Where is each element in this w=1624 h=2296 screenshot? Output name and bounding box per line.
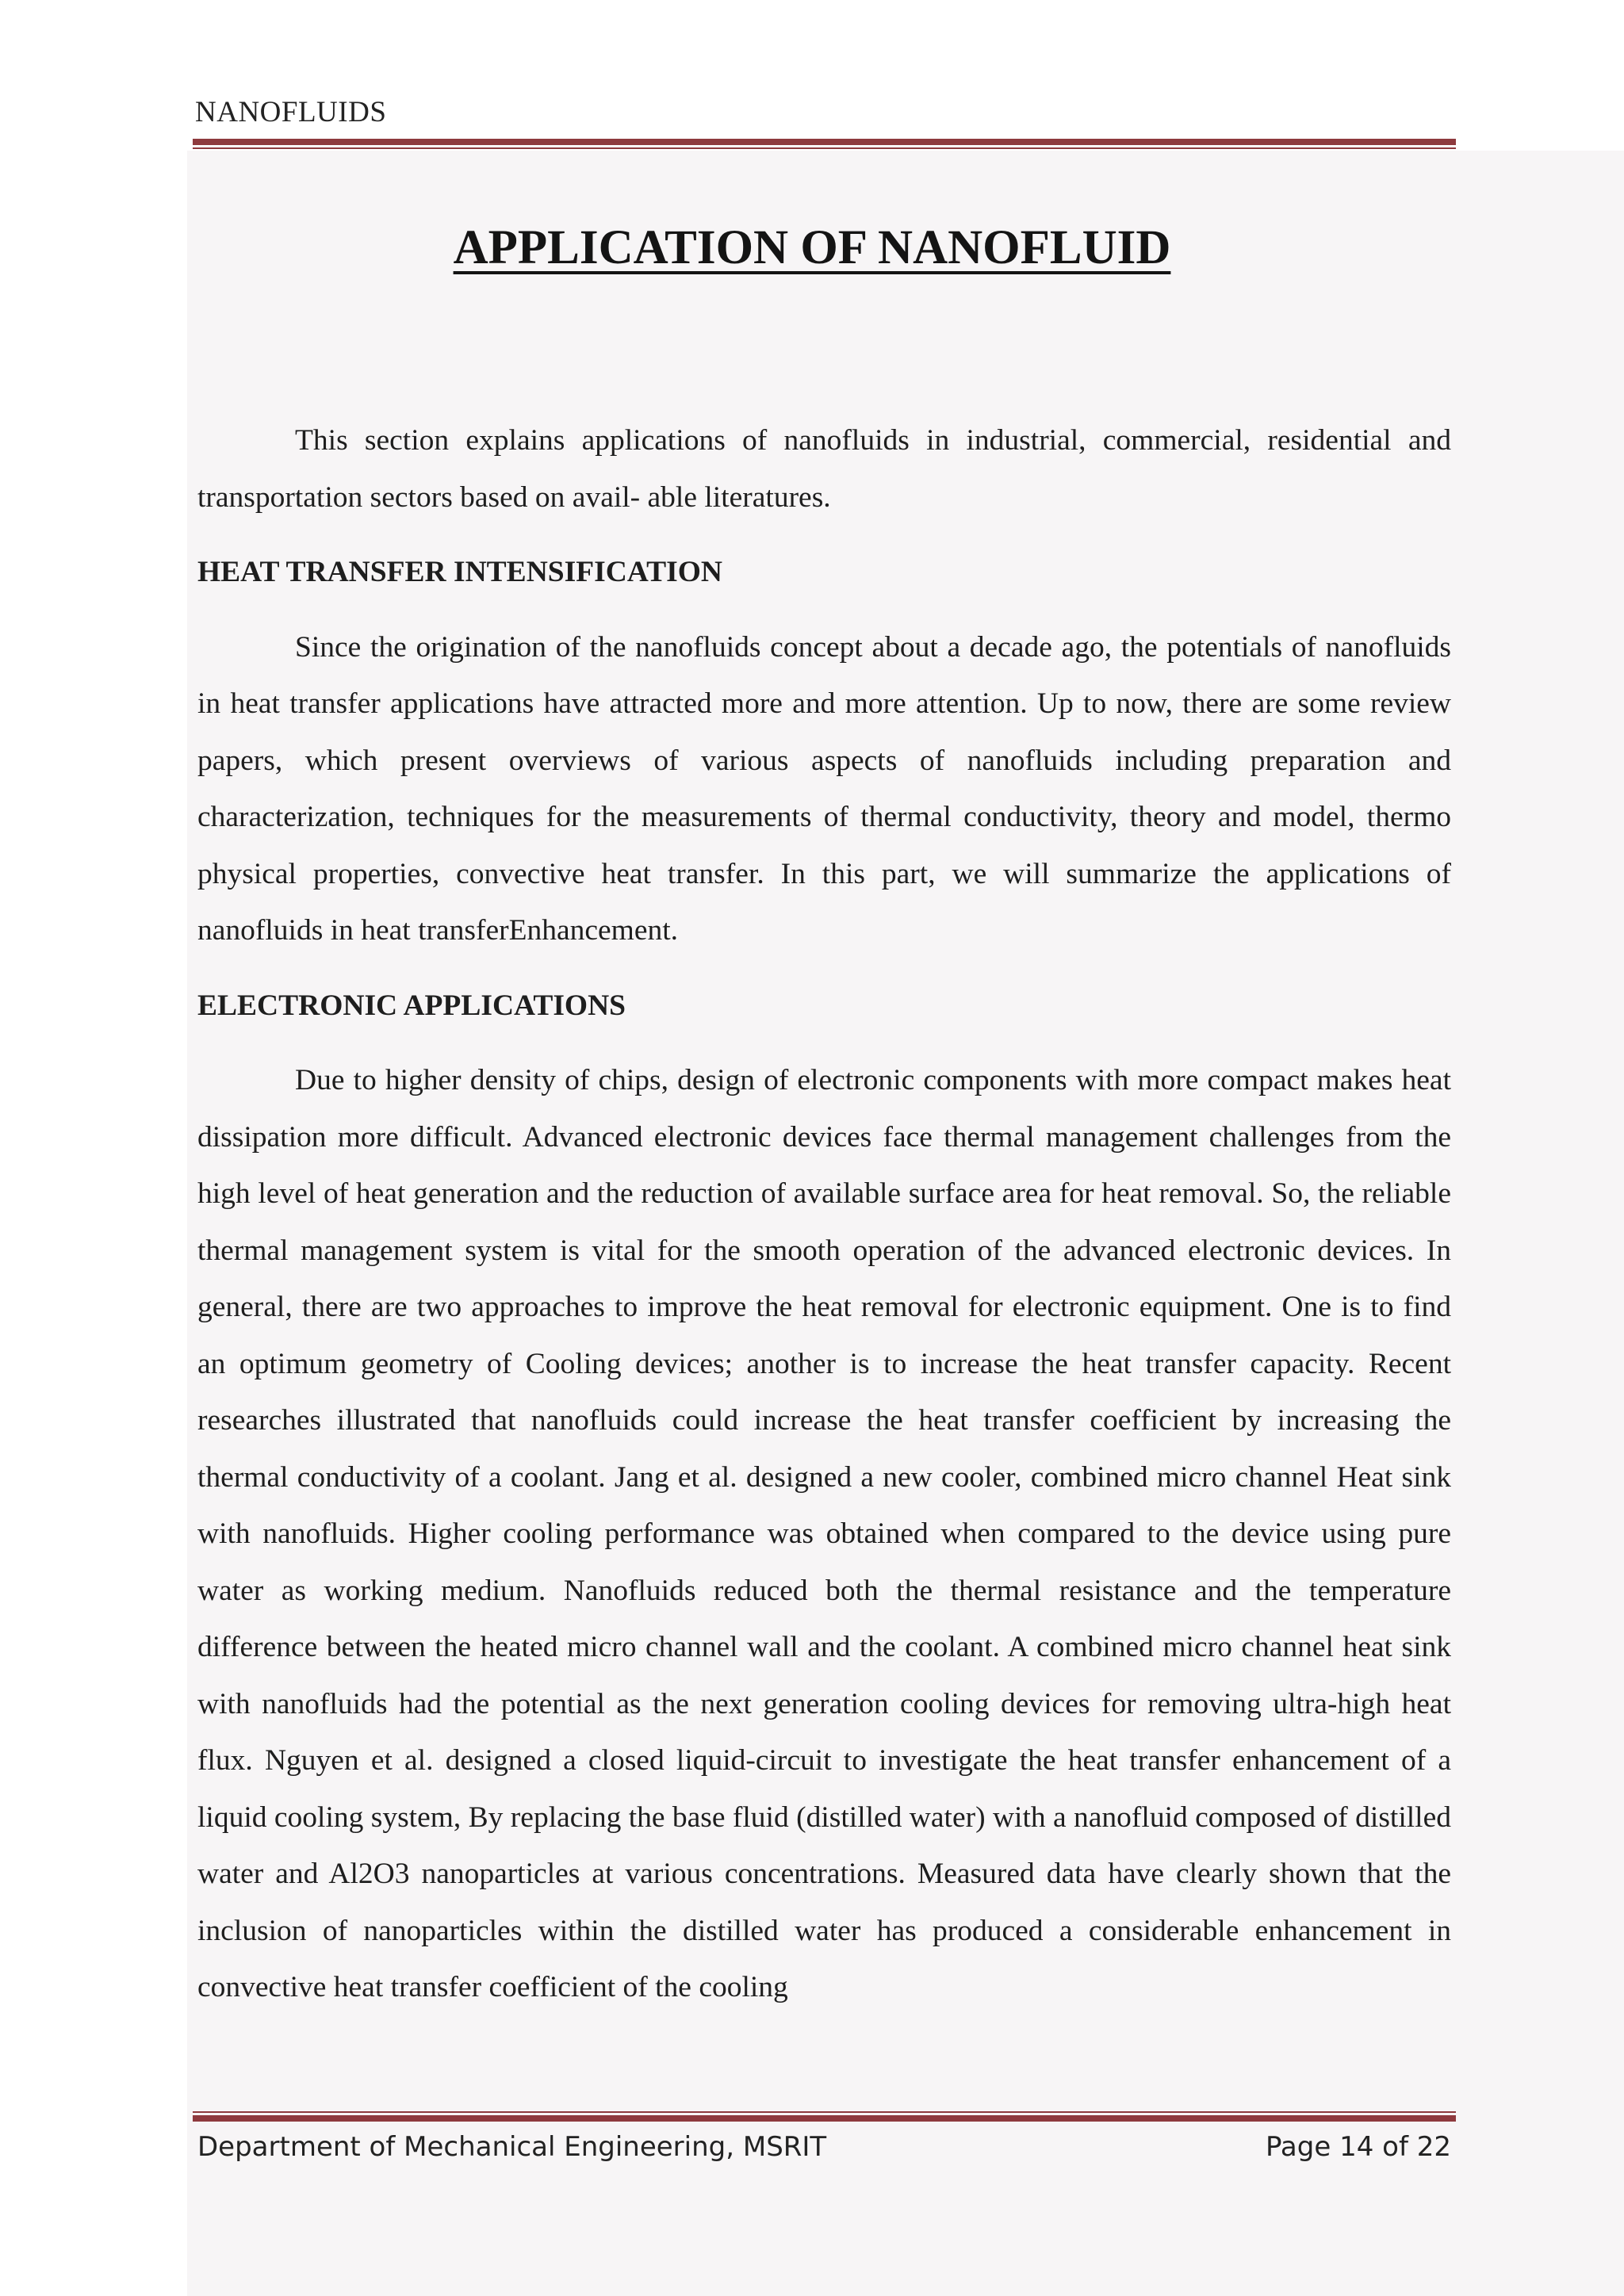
- document-body: [197, 412, 1451, 2016]
- footer-department: Department of Mechanical Engineering, MSRIT: [197, 2131, 827, 2163]
- header-rule: [193, 139, 1456, 145]
- section-heading-heat-transfer: HEAT TRANSFER INTENSIFICATION: [197, 556, 722, 588]
- footer-rule: [193, 2115, 1456, 2122]
- heat-transfer-paragraph: Since the origination of the nanofluids concept about a decade ago, the potentials of nanofluids in heat transfer applications have attracted more and more attention. Up to now, there are some review papers, which present overviews of various aspects of nanofluids including preparation and characterization, techniques for the measurements of thermal conductivity, theory and model, thermo physical properties, convective heat transfer. In this part, we will summarize the applications of nanofluids in heat transferEnhancement.: [197, 630, 1451, 947]
- section-heading-electronic: ELECTRONIC APPLICATIONS: [197, 989, 626, 1022]
- page-title: APPLICATION OF NANOFLUID: [453, 221, 1171, 274]
- electronic-paragraph: Due to higher density of chips, design of electronic components with more compact makes heat dissipation more difficult. Advanced electronic devices face thermal management challenges from the high level of heat generation and the reduction of available surface area for heat removal. So, the reliable thermal management system is vital for the smooth operation of the advanced electronic devices. In general, there are two approaches to improve the heat removal for electronic equipment. One is to find an optimum geometry of Cooling devices; another is to increase the heat transfer capacity. Recent researches illustrated that nanofluids could increase the heat transfer coefficient by increasing the thermal conductivity of a coolant. Jang et al. designed a new cooler, combined micro channel Heat sink with nanofluids. Higher cooling performance was obtained when compared to the device using pure water as working medium. Nanofluids reduced both the thermal resistance and the temperature difference between the heated micro channel wall and the coolant. A combined micro channel heat sink with nanofluids had the potential as the next generation cooling devices for removing ultra-high heat flux. Nguyen et al. designed a closed liquid-circuit to investigate the heat transfer enhancement of a liquid cooling system, By replacing the base fluid (distilled water) with a nanofluid composed of distilled water and Al2O3 nanoparticles at various concentrations. Measured data have clearly shown that the inclusion of nanoparticles within the distilled water has produced a considerable enhancement in convective heat transfer coefficient of the cooling: [197, 1064, 1451, 2003]
- intro-paragraph: This section explains applications of nanofluids in industrial, commercial, residential and transportation sectors based on avail- able literatures.: [197, 424, 1451, 514]
- running-header-title: NANOFLUIDS: [195, 96, 387, 128]
- header-rule-thin: [193, 147, 1456, 149]
- footer-rule-thin: [193, 2111, 1456, 2113]
- footer-page-number: Page 14 of 22: [1265, 2131, 1451, 2163]
